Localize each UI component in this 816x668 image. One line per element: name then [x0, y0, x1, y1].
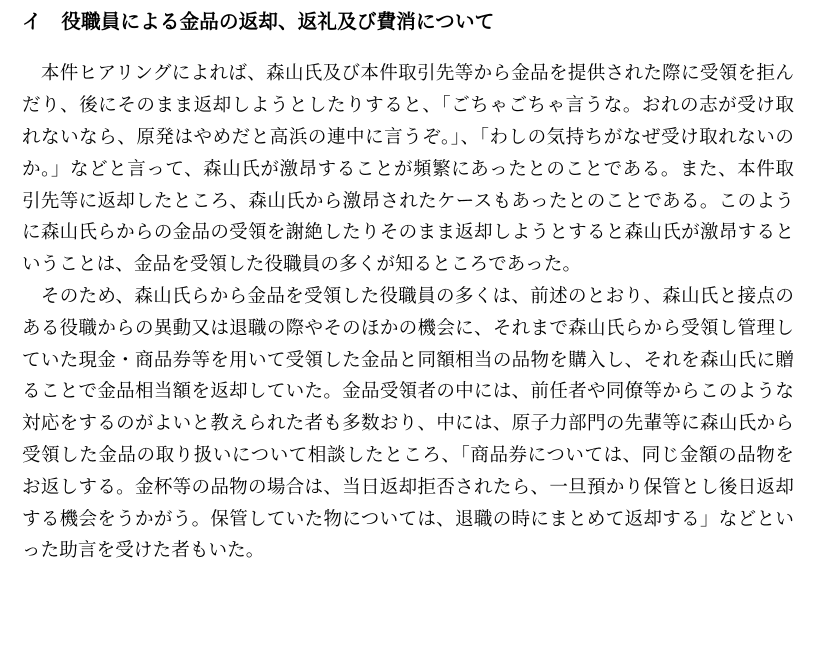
paragraph-1: 本件ヒアリングによれば、森山氏及び本件取引先等から金品を提供された際に受領を拒んだり、後にそのまま返却しようとしたりすると、「ごちゃごちゃ言うな。おれの志が受け取れないなら、原発はやめだと高浜の連中に言うぞ。」、「わしの気持ちがなぜ受け取れないのか。」などと言って、森山氏が激昂することが頻繁にあったとのことである。また、本件取引先等に返却したところ、森山氏から激昂されたケースもあったとのことである。このように森山氏らからの金品の受領を謝絶したりそのまま返却しようとすると森山氏が激昂するということは、金品を受領した役職員の多くが知るところであった。 — [22, 64, 794, 276]
section-heading: イ 役職員による金品の返却、返礼及び費消について — [22, 12, 495, 33]
document-page — [0, 8, 816, 668]
body-text — [22, 59, 794, 568]
paragraph-2: そのため、森山氏らから金品を受領した役職員の多くは、前述のとおり、森山氏と接点のある役職からの異動又は退職の際やそのほかの機会に、それまで森山氏らから受領し管理していた現金・商品券等を用いて受領した金品と同額相当の品物を購入し、それを森山氏に贈ることで金品相当額を返却していた。金品受領者の中には、前任者や同僚等からこのような対応をするのがよいと教えられた者も多数おり、中には、原子力部門の先輩等に森山氏から受領した金品の取り扱いについて相談したところ、「商品券については、同じ金額の品物をお返しする。金杯等の品物の場合は、当日返却拒否されたら、一旦預かり保管とし後日返却する機会をうかがう。保管していた物については、退職の時にまとめて返却する」などといった助言を受けた者もいた。 — [22, 286, 794, 562]
